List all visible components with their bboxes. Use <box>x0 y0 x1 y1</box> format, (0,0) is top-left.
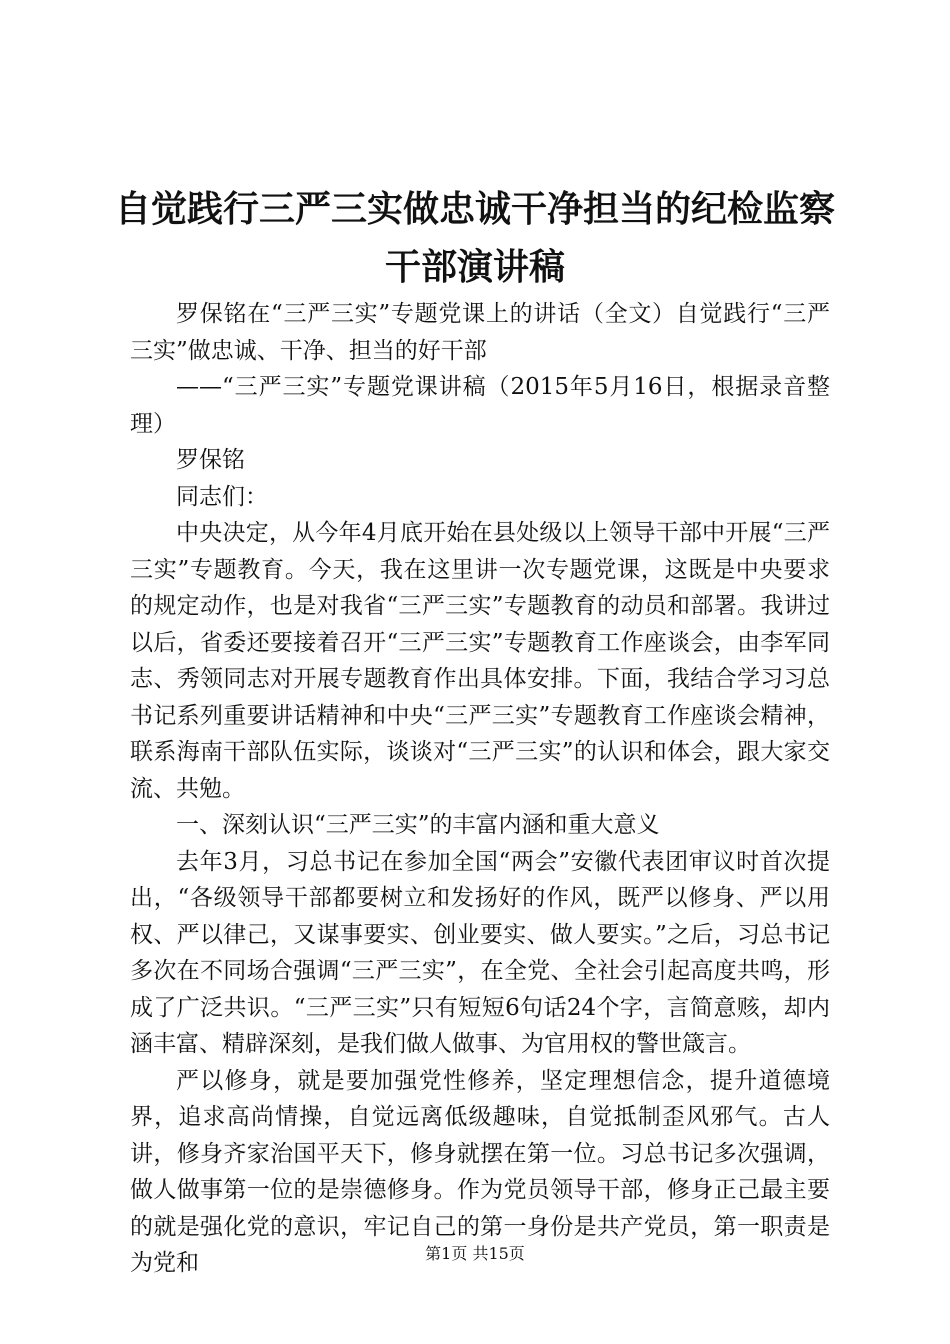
section-heading: 一、深刻认识“三严三实”的丰富内涵和重大意义 <box>176 812 660 838</box>
paragraph-subtitle: ——“三严三实”专题党课讲稿（2015年5月16日，根据录音整理） <box>130 374 830 437</box>
paragraph-body: 严以修身，就是要加强党性修养，坚定理想信念，提升道德境界，追求高尚情操，自觉远离低级趣味，自觉抵制歪风邪气。古人讲，修身齐家治国平天下，修身就摆在第一位。习总书记多次强调，做人做事第一位的是崇德修身。作为党员领导干部，修身正己最主要的就是强化党的意识，牢记自己的第一身份是共产党员，第一职责是为党和 <box>130 1067 830 1276</box>
document-title-line-2: 干部演讲稿 <box>384 247 565 288</box>
document-title-line-1: 自觉践行三严三实做忠诚干净担当的纪检监察 <box>114 189 835 230</box>
paragraph-author: 罗保铭 <box>176 447 245 473</box>
paragraph-body: 中央决定，从今年4月底开始在县处级以上领导干部中开展“三严三实”专题教育。今天，我在这里讲一次专题党课，这既是中央要求的规定动作，也是对我省“三严三实”专题教育的动员和部署。我讲过以后，省委还要接着召开“三严三实”专题教育工作座谈会，由李军同志、秀领同志对开展专题教育作出具体安排。下面，我结合学习习总书记系列重要讲话精神和中央“三严三实”专题教育工作座谈会精神，联系海南干部队伍实际，谈谈对“三严三实”的认识和体会，跟大家交流、共勉。 <box>130 520 830 802</box>
page-number-footer: 第1页 共15页 <box>425 1244 525 1263</box>
document-body <box>130 296 830 1282</box>
paragraph-body: 去年3月，习总书记在参加全国“两会”安徽代表团审议时首次提出，“各级领导干部都要树立和发扬好的作风，既严以修身、严以用权、严以律己，又谋事要实、创业要实、做人要实。”之后，习总书记多次在不同场合强调“三严三实”，在全党、全社会引起高度共鸣，形成了广泛共识。“三严三实”只有短短6句话24个字，言简意赅，却内涵丰富、精辟深刻，是我们做人做事、为官用权的警世箴言。 <box>130 848 830 1057</box>
paragraph-intro: 罗保铭在“三严三实”专题党课上的讲话（全文）自觉践行“三严三实”做忠诚、干净、担当的好干部 <box>130 301 830 364</box>
paragraph-salutation: 同志们： <box>176 483 268 510</box>
